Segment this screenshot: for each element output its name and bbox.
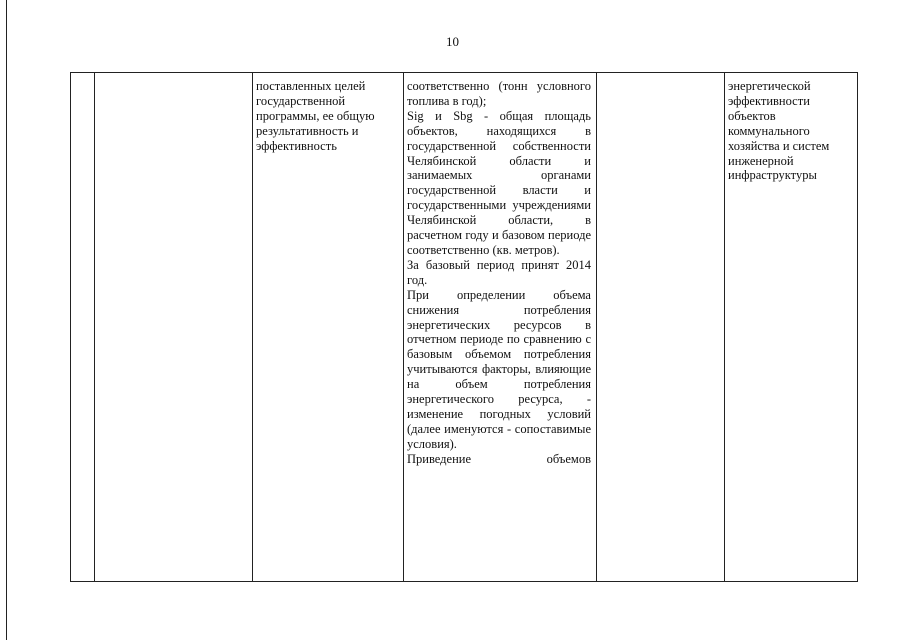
goals-line: программы, ее общую bbox=[256, 108, 375, 123]
page-number: 10 bbox=[446, 34, 459, 49]
page-left-border bbox=[6, 0, 7, 640]
efficiency-line: хозяйства и систем bbox=[728, 138, 830, 153]
goals-line: государственной bbox=[256, 93, 346, 108]
efficiency-line: коммунального bbox=[728, 123, 810, 138]
efficiency-line: эффективности bbox=[728, 93, 810, 108]
efficiency-line: инженерной bbox=[728, 153, 794, 168]
goals-line: результативность и bbox=[256, 123, 359, 138]
cell-methodology bbox=[404, 73, 597, 582]
methodology-paragraph: При определении объема снижения потребления энергетических ресурсов в отчетном периоде по сравнению с базовым объемом потребления учитываются факторы, влияющие на объем потребления энергетического ресурса, - изменение погодных условий (далее именуются - сопоставимые условия). bbox=[407, 287, 591, 451]
cell-col2 bbox=[95, 73, 253, 582]
methodology-paragraph: Sig и Sbg - общая площадь объектов, находящихся в государственной собственности Челябинской области и занимаемых органами государственной власти и государственными учреждениями Челябинской области, в расчетном году и базовом периоде соответственно (кв. метров). bbox=[407, 108, 591, 257]
goals-line: эффективность bbox=[256, 138, 337, 153]
efficiency-line: инфраструктуры bbox=[728, 168, 817, 183]
table-row bbox=[71, 73, 858, 582]
methodology-paragraph: Приведение объемов bbox=[407, 451, 591, 466]
methodology-paragraph: За базовый период принят 2014 год. bbox=[407, 257, 591, 287]
document-table bbox=[70, 72, 858, 582]
efficiency-line: энергетической bbox=[728, 79, 811, 93]
cell-col5 bbox=[597, 73, 725, 582]
goals-line: поставленных целей bbox=[256, 79, 366, 93]
cell-goals bbox=[253, 73, 404, 582]
efficiency-line: объектов bbox=[728, 108, 776, 123]
cell-efficiency bbox=[725, 73, 858, 582]
methodology-paragraph: соответственно (тонн условного топлива в год); bbox=[407, 79, 591, 108]
cell-col1 bbox=[71, 73, 95, 582]
